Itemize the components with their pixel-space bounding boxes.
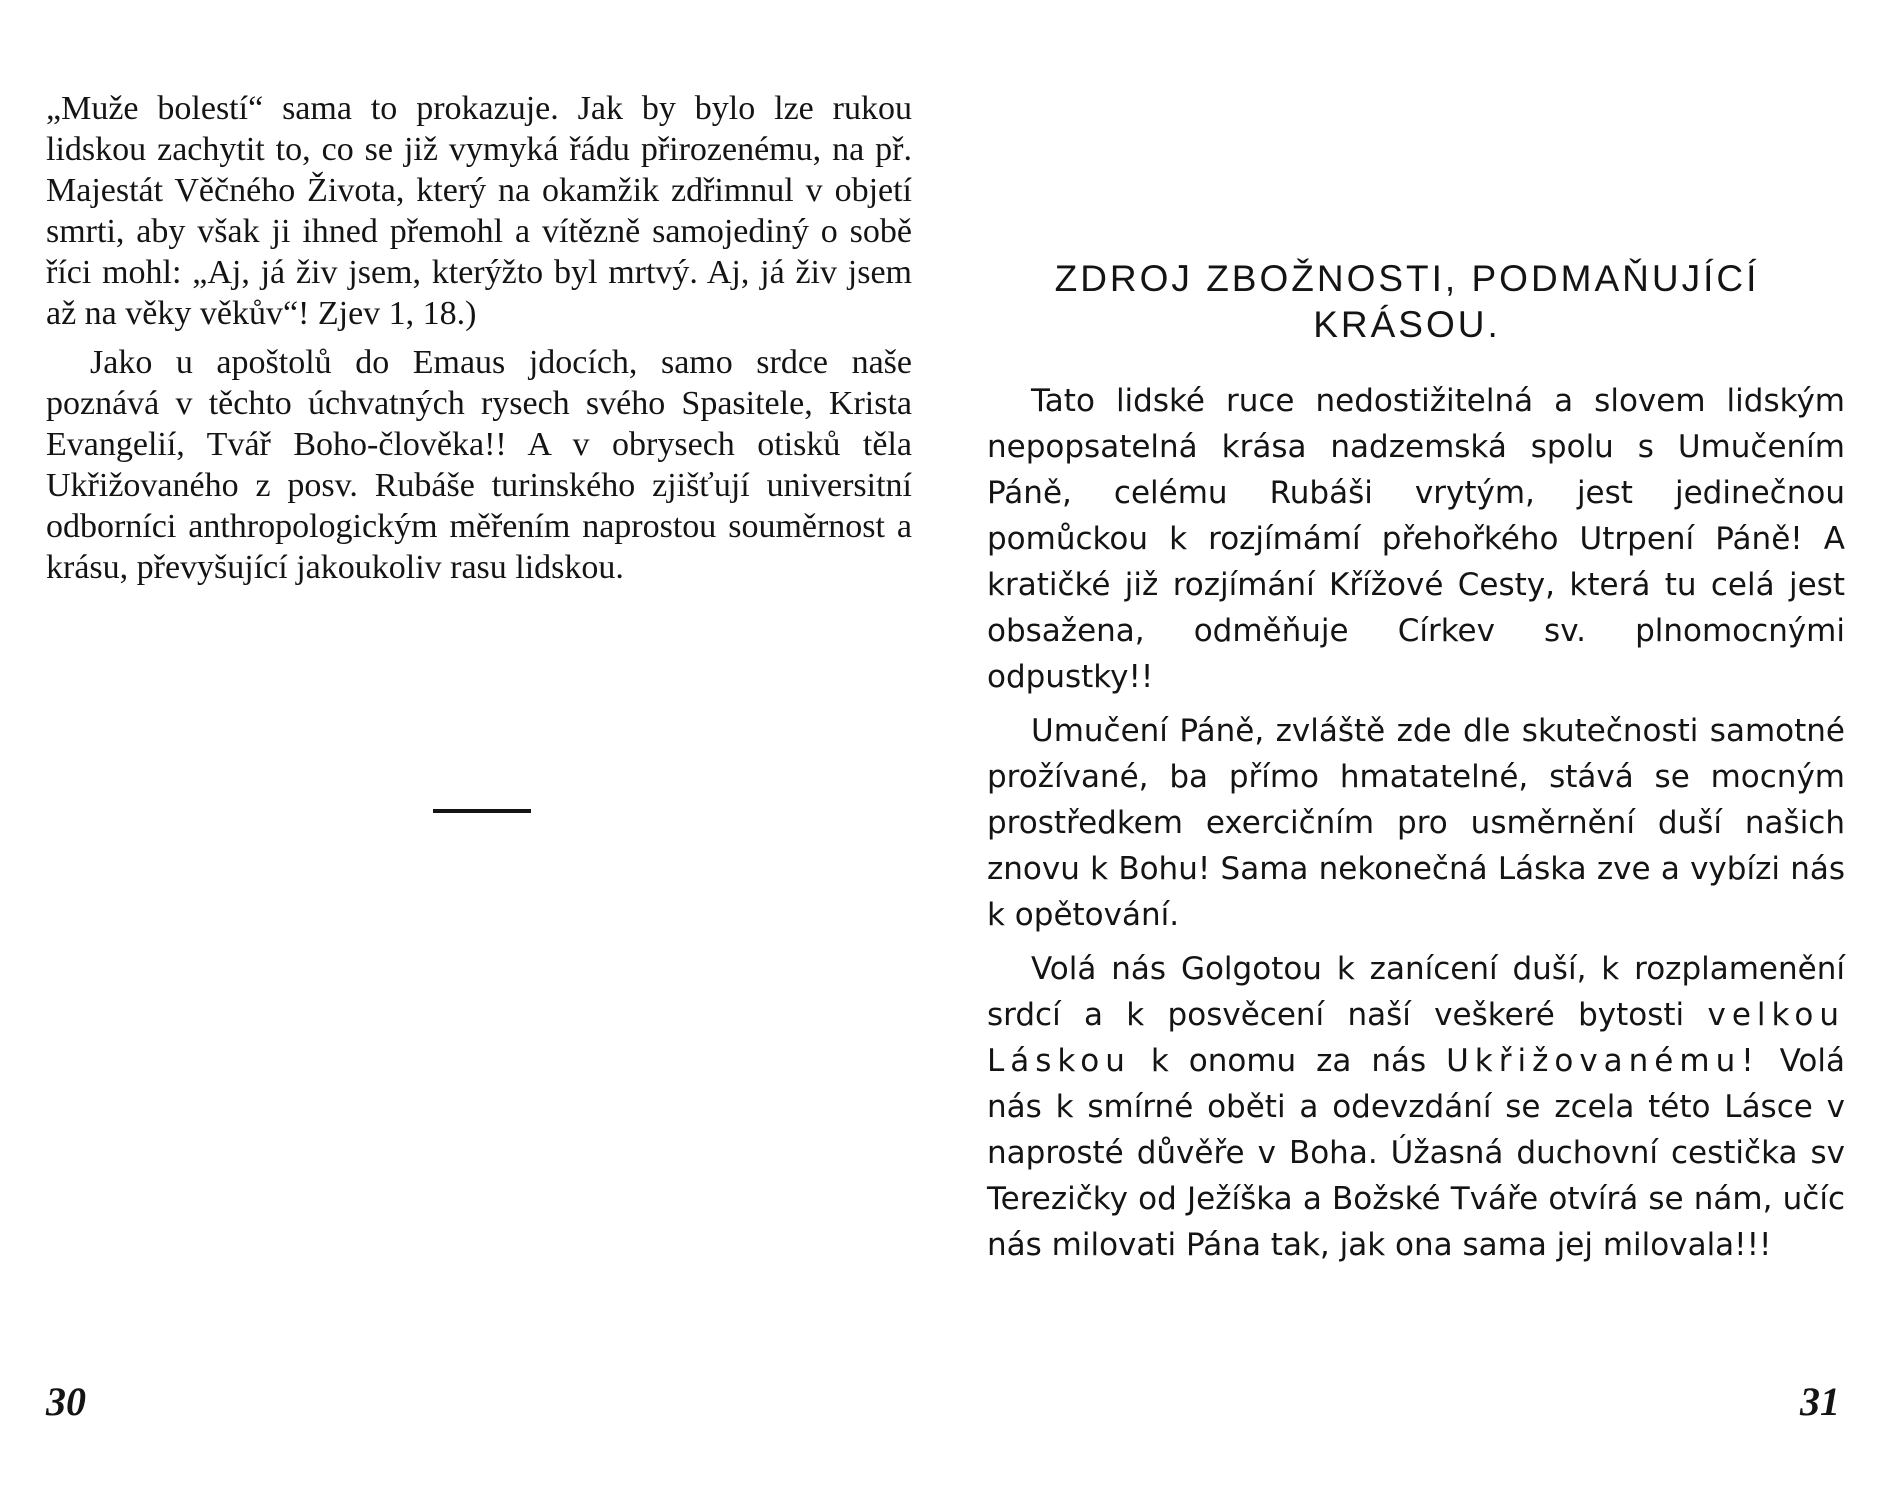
left-text-column	[46, 88, 912, 588]
section-heading: ZDROJ ZBOŽNOSTI, PODMAŇUJÍCÍ KRÁSOU.	[1054, 258, 1760, 345]
paragraph-3-part-3: Volá nás k smírné oběti a odevzdání se zcela této Lásce v naprosté důvěře v Boha. Úžasná duchovní cestička sv Terezičky od Ježíška a Božské Tváře otvírá se nám, učíc nás milovati Pána tak, jak ona sama jej milovala!!!	[987, 1043, 1845, 1263]
right-paragraph-3	[987, 946, 1845, 1268]
paragraph-3-part-2: k onomu za nás	[1150, 1043, 1427, 1079]
left-paragraph-2: Jako u apoštolů do Emaus jdocích, samo srdce naše poznává v těchto úchvatných rysech svého Spasitele, Krista Evangelií, Tvář Boho-člověka!! A v obrysech otisků těla Ukřižovaného z posv. Rubáše turinského zjišťují universitní odborníci anthropologickým měřením naprostou souměrnost a krásu, převyšující jakoukoliv rasu lidskou.	[46, 344, 912, 586]
section-divider	[433, 809, 531, 813]
right-paragraph-2: Umučení Páně, zvláště zde dle skutečnosti samotné prožívané, ba přímo hmatatelné, stává se mocným prostředkem exercičním pro usměrnění duší našich znovu k Bohu! Sama nekonečná Láska zve a vybízi nás k opětování.	[987, 713, 1845, 933]
spaced-emphasis-1: velkou Láskou	[987, 997, 1845, 1079]
paragraph-3-part-1: Volá nás Golgotou k zanícení duší, k rozplamenění srdcí a k posvěcení naší veškeré bytosti	[987, 951, 1845, 1033]
right-paragraph-1: Tato lidské ruce nedostižitelná a slovem lidským nepopsatelná krása nadzemská spolu s Umučením Páně, celému Rubáši vrytým, jest jedinečnou pomůckou k rozjímámí přehořkého Utrpení Páně! A kratičké již rozjímání Křížové Cesty, která tu celá jest obsažena, odměňuje Církev sv. plnomocnými odpustky!!	[987, 383, 1845, 695]
right-text-column	[987, 378, 1845, 1268]
spaced-emphasis-2: Ukřižovanému!	[1446, 1043, 1760, 1079]
page-number-left: 30	[46, 1379, 86, 1424]
right-page	[941, 0, 1882, 1500]
page-number-right: 31	[1800, 1379, 1840, 1424]
left-paragraph-1: „Muže bolestí“ sama to prokazuje. Jak by bylo lze rukou lidskou zachytit to, co se již vymyká řádu přirozenému, na př. Majestát Věčného Života, který na okamžik zdřimnul v objetí smrti, aby však ji ihned přemohl a vítězně samojediný o sobě říci mohl: „Aj, já živ jsem, kterýžto byl mrtvý. Aj, já živ jsem až na věky věkův“! Zjev 1, 18.)	[46, 90, 912, 332]
